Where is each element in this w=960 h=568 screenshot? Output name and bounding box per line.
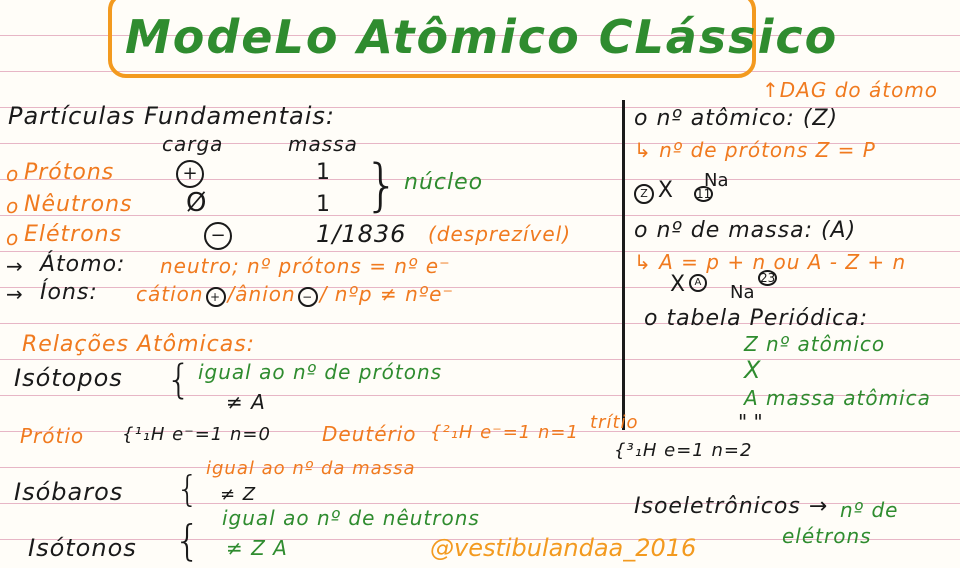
- periodic-table-x: X: [744, 356, 762, 384]
- na-atomic-number: 11: [696, 187, 712, 201]
- isoelectronic-label: Isoeletrônicos →: [634, 494, 829, 519]
- electrons-note: (desprezível): [428, 222, 571, 246]
- page-title: ModeLo Atômico CLássico: [125, 10, 839, 64]
- isotones-label: Isótonos: [28, 534, 137, 562]
- anion-text: /ânion: [227, 282, 296, 306]
- atom-label: Átomo:: [40, 252, 126, 277]
- isotones-rule-2: ≠ Z A: [226, 536, 288, 560]
- periodic-table-z: Z nº atômico: [744, 332, 886, 356]
- isobars-rule-1: igual ao nº da massa: [206, 458, 416, 479]
- dag-note: ↑DAG do átomo: [762, 78, 939, 102]
- neutrons-bullet: o: [6, 194, 20, 218]
- z-example: [634, 180, 673, 204]
- quote-marks: " ": [738, 410, 763, 434]
- a-superscript: A: [689, 274, 707, 292]
- charge-label: carga: [162, 132, 224, 156]
- periodic-table-a: A massa atômica: [744, 386, 931, 410]
- z-subscript: Z: [634, 184, 654, 204]
- na-mass-number: 23: [760, 271, 776, 285]
- electrons-bullet: o: [6, 226, 20, 250]
- z-element-x: X: [657, 178, 673, 203]
- ions-definition: [136, 284, 454, 307]
- cation-text: cátion: [136, 282, 204, 306]
- isobars-brace: {: [176, 469, 199, 510]
- isotopes-rule-1: igual ao nº de prótons: [198, 360, 443, 384]
- protons-charge: [176, 160, 204, 188]
- tritium-formula: {³₁H e=1 n=2: [614, 440, 753, 461]
- protons-name: Prótons: [24, 160, 115, 185]
- mass-number-header: o nº de massa: (A): [634, 218, 857, 243]
- cation-plus-icon: +: [206, 287, 226, 307]
- neutrons-mass: 1: [316, 192, 330, 217]
- isotopes-brace: {: [166, 357, 192, 403]
- column-divider: [622, 100, 625, 430]
- deuterium-label: Deutério: [322, 422, 417, 446]
- isotones-rule-1: igual ao nº de nêutrons: [222, 506, 480, 530]
- nucleus-brace: }: [364, 153, 400, 218]
- isoelectronic-rule-1: nº de: [840, 498, 899, 522]
- protons-bullet: o: [6, 162, 20, 186]
- na-symbol: Na: [704, 170, 729, 191]
- atom-arrow-icon: →: [6, 254, 23, 278]
- protons-mass: 1: [316, 160, 330, 185]
- plus-circle-icon: +: [176, 160, 204, 188]
- a-element-x: X: [670, 272, 686, 297]
- isobars-label: Isóbaros: [14, 478, 124, 506]
- anion-minus-icon: −: [298, 287, 318, 307]
- relations-header: Relações Atômicas:: [22, 332, 256, 357]
- atomic-number-header: o nº atômico: (Z): [634, 106, 839, 131]
- atomic-number-definition: ↳ nº de prótons Z = P: [634, 138, 876, 162]
- isotopes-label: Isótopos: [14, 364, 123, 392]
- watermark: @vestibulandaa_2016: [430, 534, 697, 562]
- nucleus-label: núcleo: [404, 170, 484, 195]
- atom-definition: neutro; nº prótons = nº e⁻: [160, 254, 451, 278]
- tritium-label: trítio: [590, 412, 639, 433]
- minus-circle-icon: −: [204, 222, 232, 250]
- na-mass-symbol: Na: [730, 282, 755, 303]
- a-example: [670, 274, 707, 296]
- periodic-table-header: o tabela Periódica:: [644, 306, 869, 331]
- protium-label: Prótio: [20, 424, 85, 448]
- neutrons-name: Nêutrons: [24, 192, 133, 217]
- ions-rule: / nºp ≠ nºe⁻: [319, 282, 455, 306]
- protium-formula: {¹₁H e⁻=1 n=0: [122, 424, 271, 445]
- deuterium-formula: {²₁H e⁻=1 n=1: [430, 422, 579, 443]
- neutrons-charge: Ø: [186, 188, 207, 218]
- isotopes-rule-2: ≠ A: [226, 390, 266, 414]
- isobars-rule-2: ≠ Z: [220, 484, 257, 505]
- electrons-mass: 1/1836: [316, 220, 407, 248]
- electrons-name: Elétrons: [24, 222, 123, 247]
- mass-number-definition: ↳ A = p + n ou A - Z + n: [634, 250, 907, 274]
- electrons-charge: [204, 222, 232, 250]
- particles-header: Partículas Fundamentais:: [8, 102, 335, 130]
- ions-label: Íons:: [40, 280, 98, 305]
- isoelectronic-rule-2: elétrons: [782, 524, 872, 548]
- ions-arrow-icon: →: [6, 282, 23, 306]
- mass-label: massa: [288, 132, 358, 156]
- isotones-brace: {: [174, 516, 201, 565]
